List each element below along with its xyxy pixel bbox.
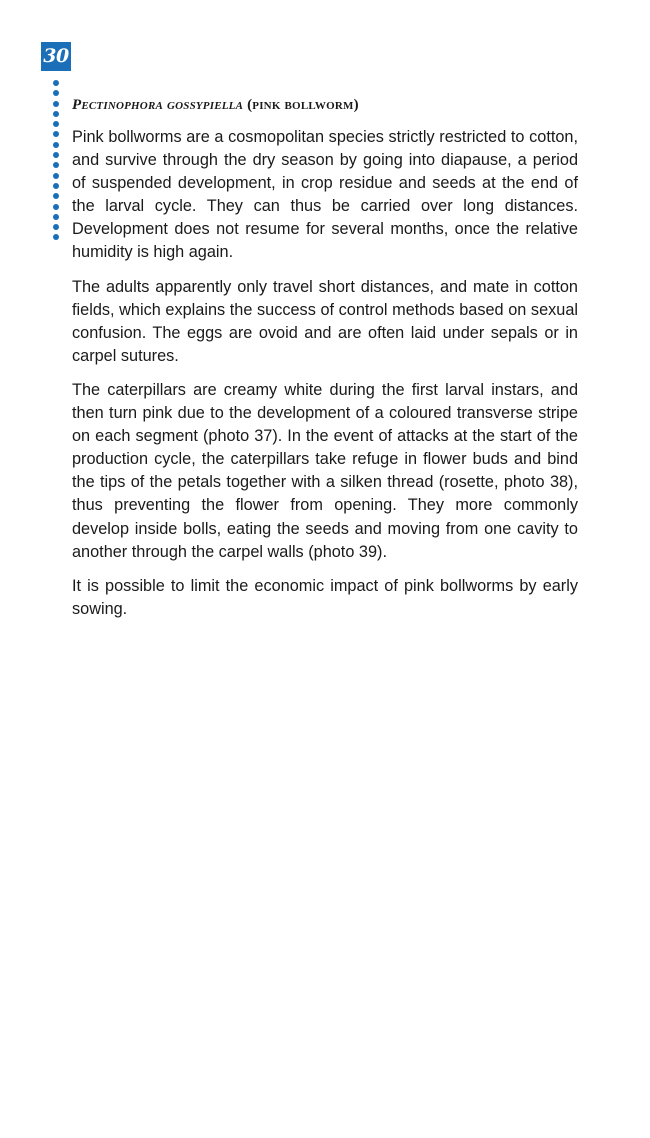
dot-decoration: [53, 101, 59, 107]
species-name: Pectinophora gossypiella: [72, 97, 244, 113]
dot-decoration: [53, 80, 59, 86]
dot-decoration: [53, 173, 59, 179]
dot-decoration: [53, 131, 59, 137]
dot-decoration: [53, 204, 59, 210]
dot-decoration: [53, 90, 59, 96]
dot-decoration: [53, 193, 59, 199]
paragraph-2: The adults apparently only travel short distances, and mate in cotton fields, which explains the success of control methods based on sexual confusion. The eggs are ovoid and are often laid under sepals or in carpel sutures.: [72, 277, 578, 365]
dot-decoration: [53, 142, 59, 148]
dot-rail-decoration: [53, 80, 61, 245]
dot-decoration: [53, 234, 59, 240]
dot-decoration: [53, 121, 59, 127]
paragraph-3: The caterpillars are creamy white during the first larval instars, and then turn pink due to the development of a coloured transverse stripe on each segment (photo 37). In the event of attacks at the start of the production cycle, the caterpillars take refuge in flower buds and bind the tips of the petals together with a silken thread (rosette, photo 38), thus preventing the flower from opening. They more commonly develop inside bolls, eating the seeds and moving from one cavity to another through the carpel walls (photo 39).: [72, 380, 578, 561]
dot-decoration: [53, 183, 59, 189]
dot-decoration: [53, 214, 59, 220]
page-number: 30: [41, 42, 71, 71]
common-name: (pink bollworm): [247, 97, 359, 113]
paragraph-4: It is possible to limit the economic impact of pink bollworms by early sowing.: [72, 576, 578, 618]
page-content: [72, 94, 578, 632]
dot-decoration: [53, 111, 59, 117]
dot-decoration: [53, 224, 59, 230]
section-heading: [72, 94, 578, 116]
dot-decoration: [53, 162, 59, 168]
dot-decoration: [53, 152, 59, 158]
paragraph-1: Pink bollworms are a cosmopolitan species strictly restricted to cotton, and survive through the dry season by going into diapause, a period of suspended development, in crop residue and seeds at the end of the larval cycle. They can thus be carried over long distances. Development does not resume for several months, once the relative humidity is high again.: [72, 128, 578, 262]
